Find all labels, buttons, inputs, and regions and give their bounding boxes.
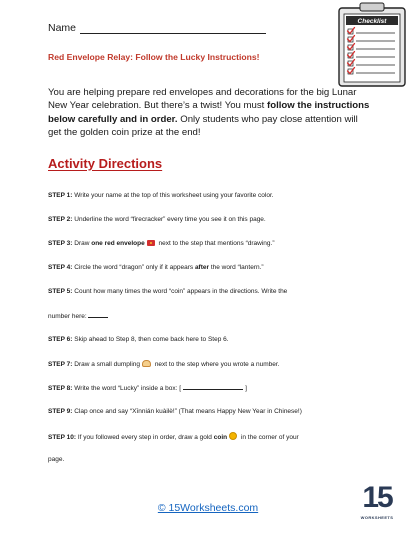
logo-15-worksheets: [354, 483, 400, 537]
step-7: STEP 7: Draw a small dumpling next to the step where you wrote a number.: [48, 361, 280, 368]
step-3: STEP 3: Draw one red envelope next to the step that mentions “drawing.”: [48, 240, 275, 247]
footer-link[interactable]: © 15Worksheets.com: [157, 502, 259, 514]
logo-number: 15: [362, 481, 392, 514]
step-4: STEP 4: Circle the word “dragon” only if it appears after the word “lantern.”: [48, 264, 264, 271]
name-field-line[interactable]: [80, 24, 266, 34]
name-label: Name: [48, 22, 77, 34]
lucky-box-blank[interactable]: [183, 384, 243, 390]
step-6: STEP 6: Skip ahead to Step 8, then come back here to Step 6.: [48, 336, 229, 343]
checklist-clipboard-icon: [335, 2, 411, 88]
red-envelope-icon: [147, 240, 155, 246]
step-10-line2: page.: [48, 456, 65, 463]
logo-text: WORKSHEETS: [360, 515, 394, 520]
intro-paragraph: You are helping prepare red envelopes and decorations for the big Lunar New Year celebration. But there’s a twist! You must follow the instructions below carefully and in order. Only students who pay close attention will get the golden coin prize at the end!: [48, 87, 370, 139]
intro-emphasis: follow the instructions below carefully and in order.: [48, 100, 370, 125]
worksheet-title: Red Envelope Relay: Follow the Lucky Instructions!: [48, 52, 260, 62]
step-5: STEP 5: Count how many times the word “coin” appears in the directions. Write the: [48, 288, 288, 295]
step-5-line2: number here:: [48, 312, 368, 322]
activity-directions-heading: Activity Directions: [48, 156, 163, 171]
step-1: STEP 1: Write your name at the top of this worksheet using your favorite color.: [48, 192, 274, 199]
step-9: STEP 9: Clap once and say “Xīnnián kuàilè!” (That means Happy New Year in Chinese!): [48, 408, 302, 415]
step-10: STEP 10: If you followed every step in order, draw a gold coin in the corner of your: [48, 434, 299, 441]
step-2: STEP 2: Underline the word “firecracker” every time you see it on this page.: [48, 216, 266, 223]
dumpling-icon: [142, 360, 151, 367]
clipboard-title: Checklist: [357, 18, 387, 25]
gold-coin-icon: [229, 432, 237, 440]
step-8: STEP 8: Write the word “Lucky” inside a box: [ ]: [48, 385, 247, 392]
name-row: [48, 22, 266, 34]
count-answer-blank[interactable]: [88, 312, 108, 318]
